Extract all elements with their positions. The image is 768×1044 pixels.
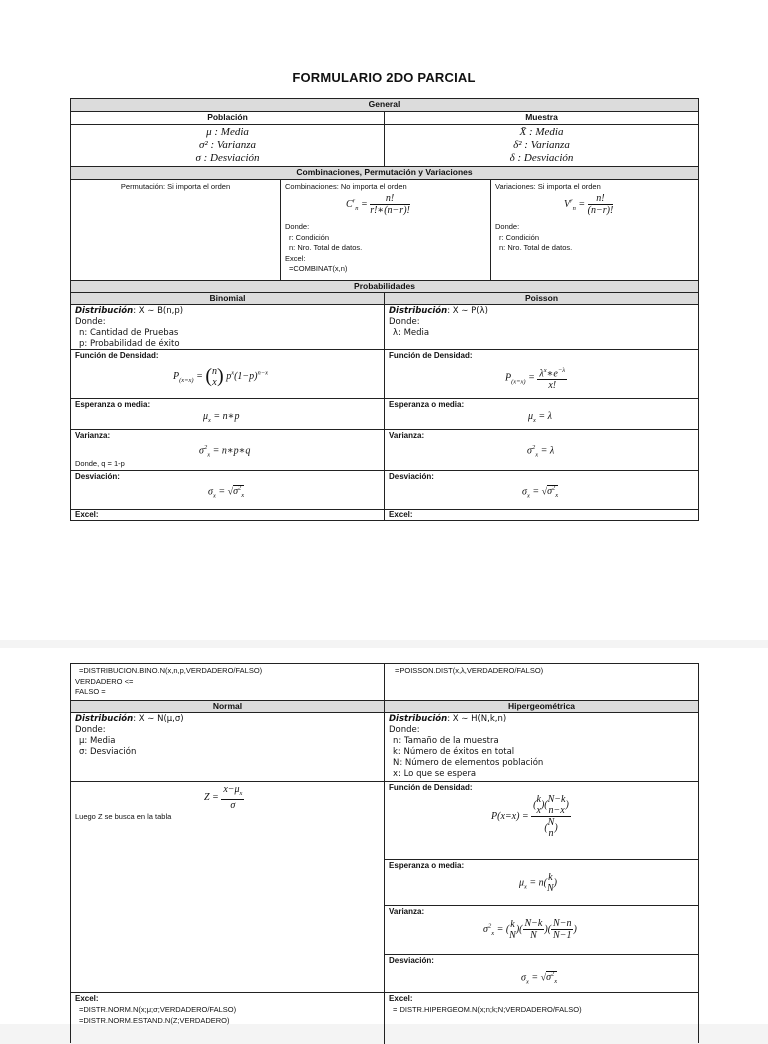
hiper-desviacion-formula: $\sigma_x = √\sigma^2_x$: [521, 971, 558, 986]
binomial-desviacion-label: Desviación:: [75, 472, 120, 481]
poisson-excel-label: Excel:: [389, 510, 413, 519]
section-probabilidades: Probabilidades: [71, 281, 698, 292]
binomial-esperanza-label: Esperanza o media:: [75, 400, 151, 409]
binomial-densidad-formula: $P_{(x=x)}$ = ( n x ) $p^x(1-p)^{n-x}$: [173, 365, 269, 388]
normal-z-formula: Z = $\frac{x-\mu_x}{\sigma}$: [204, 784, 243, 811]
poisson-header: Poisson: [385, 293, 698, 304]
hiper-densidad-label: Función de Densidad:: [389, 783, 473, 792]
muestra-definitions: X̄ : Media δ² : Varianza δ : Desviación: [509, 126, 574, 164]
hiper-desviacion-label: Desviación:: [389, 956, 434, 965]
normal-header: Normal: [71, 701, 384, 712]
hiper-densidad-formula: P(x=x) = ( k x )( N−k n−x ) ( N n ): [491, 794, 569, 839]
binomial-esperanza-formula: $\mu_x$ = n∗p: [203, 411, 240, 424]
hiper-distribution: Distribución: X ∼ H(N,k,n) Donde: n: Tamaño de la muestra k: Número de éxitos en total N: Número de elementos población x: Lo que se espera: [389, 714, 544, 779]
hiper-header: Hipergeométrica: [385, 701, 698, 712]
binomial-densidad-label: Función de Densidad:: [75, 351, 159, 360]
section-combinaciones: Combinaciones, Permutación y Variaciones: [71, 167, 698, 179]
page-2: [0, 648, 768, 1024]
poisson-densidad-label: Función de Densidad:: [389, 351, 473, 360]
section-general: General: [71, 99, 698, 111]
normal-excel-lines: =DISTR.NORM.N(x;μ;σ;VERDADERO/FALSO) =DISTR.NORM.ESTAND.N(Z;VERDADERO): [79, 1005, 237, 1025]
binomial-varianza-label: Varianza:: [75, 431, 111, 440]
combinaciones-label: Combinaciones: No importa el orden: [285, 182, 407, 191]
hiper-excel-label: Excel:: [389, 994, 413, 1003]
hiper-esperanza-formula: $\mu_x = n$( k N ): [519, 872, 558, 894]
combinaciones-formula: $C^r_n$ = $\frac{n!}{r!∗(n-r)!}$: [346, 193, 410, 216]
poisson-esperanza-label: Esperanza o media:: [389, 400, 465, 409]
binomial-donde-q: Donde, q = 1-p: [75, 459, 125, 468]
poisson-distribution: Distribución: X ∼ P(λ) Donde: λ: Media: [389, 306, 488, 338]
poisson-desviacion-label: Desviación:: [389, 472, 434, 481]
poisson-esperanza-formula: $\mu_x = \lambda$: [528, 411, 553, 424]
binomial-excel-lines: =DISTRIBUCION.BINO.N(x,n,p,VERDADERO/FALSO) VERDADERO <= FALSO =: [75, 666, 263, 696]
binomial-excel-label: Excel:: [75, 510, 99, 519]
combinaciones-notes: Donde: r: Condición n: Nro. Total de datos. Excel: =COMBINAT(x,n): [285, 222, 363, 273]
poisson-excel-line: =POISSON.DIST(x,λ,VERDADERO/FALSO): [395, 666, 544, 675]
poblacion-definitions: μ : Media σ² : Varianza σ : Desviación: [195, 126, 260, 164]
doc-title: FORMULARIO 2DO PARCIAL: [292, 70, 476, 85]
poisson-varianza-formula: $\sigma^2_x = \lambda$: [527, 444, 555, 459]
binomial-desviacion-formula: $\sigma_x = √\sigma^2_x$: [208, 485, 245, 500]
poisson-varianza-label: Varianza:: [389, 431, 425, 440]
normal-distribution: Distribución: X ∼ N(μ,σ) Donde: μ: Media σ: Desviación: [75, 714, 184, 757]
binomial-varianza-formula: $\sigma^2_x$ = n∗p∗q: [199, 444, 251, 459]
permutacion-label: Permutación: Si importa el orden: [120, 182, 231, 191]
hiper-excel-line: = DISTR.HIPERGEOM.N(x;n;k;N;VERDADERO/FALSO): [393, 1005, 582, 1014]
poisson-densidad-formula: $P_{(x=x)}$ = $\frac{\lambda^x∗e^{-\lambda}}{x!}$: [505, 367, 566, 392]
binomial-header: Binomial: [71, 293, 384, 304]
poblacion-header: Población: [207, 112, 248, 122]
muestra-header: Muestra: [525, 112, 558, 122]
poisson-desviacion-formula: $\sigma_x = √\sigma^2_x$: [522, 485, 559, 500]
binomial-distribution: Distribución: X ∼ B(n,p) Donde: n: Cantidad de Pruebas p: Probabilidad de éxito: [75, 306, 184, 349]
variaciones-formula: $V^r_n$ = $\frac{n!}{(n-r)!}$: [564, 193, 614, 216]
formula-table-2: [70, 663, 699, 1043]
normal-luego: Luego Z se busca en la tabla: [75, 812, 172, 821]
variaciones-label: Variaciones: Si importa el orden: [495, 182, 601, 191]
hiper-varianza-formula: $\sigma^2_x$ = ( k N )( $\frac{N-k}{N}$ )( $\frac{N-n}{N-1}$ ): [483, 918, 577, 941]
hiper-esperanza-label: Esperanza o media:: [389, 861, 465, 870]
formula-table-1: [70, 98, 699, 521]
normal-excel-label: Excel:: [75, 994, 99, 1003]
hiper-varianza-label: Varianza:: [389, 907, 425, 916]
variaciones-notes: Donde: r: Condición n: Nro. Total de datos.: [495, 222, 573, 252]
